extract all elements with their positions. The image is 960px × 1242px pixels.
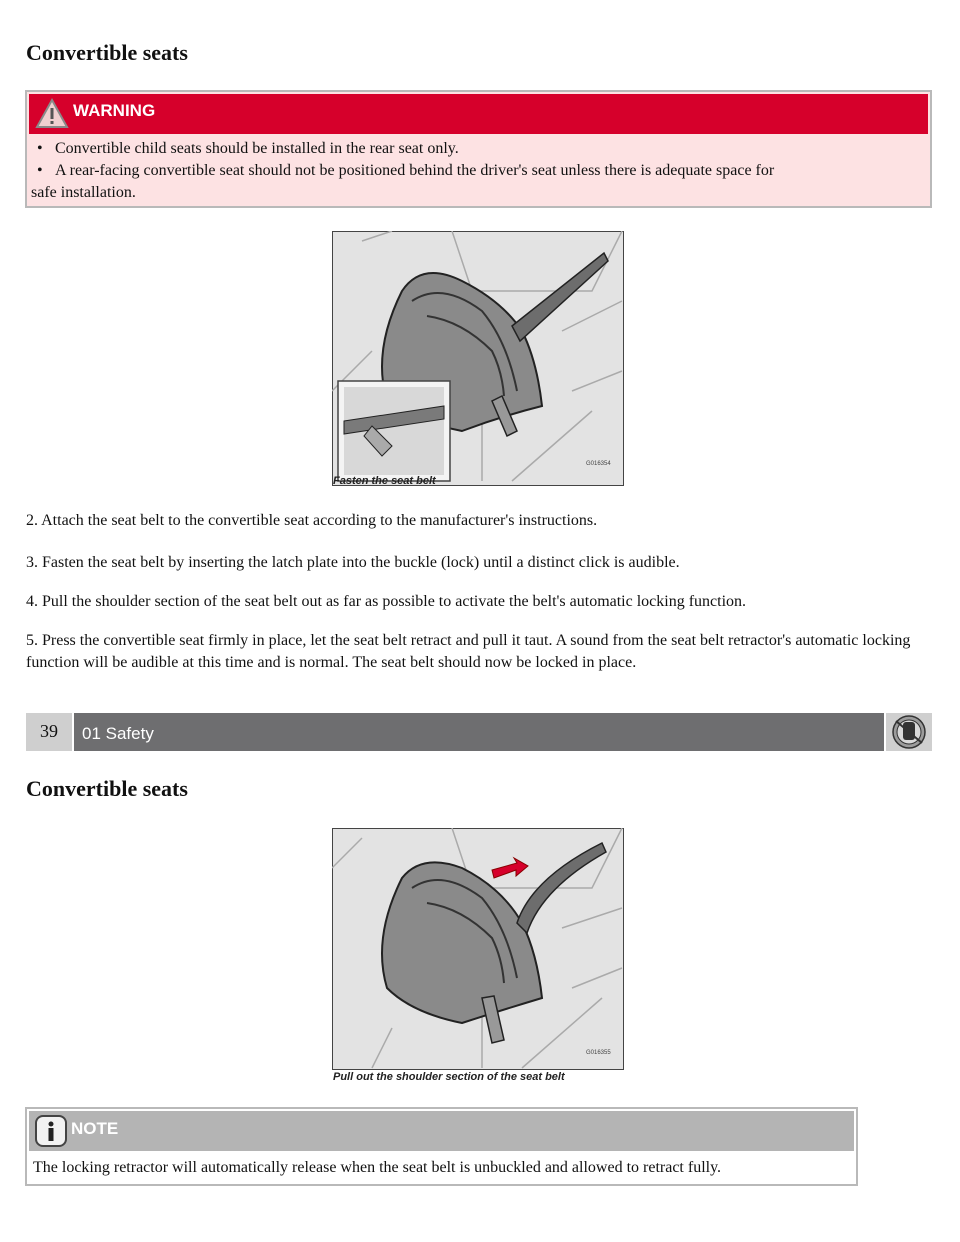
instruction-step: 3. Fasten the seat belt by inserting the latch plate into the buckle (lock) until a distinct click is audible. bbox=[26, 554, 680, 571]
warning-triangle-icon bbox=[35, 97, 69, 131]
warning-label: WARNING bbox=[73, 101, 156, 120]
child-seat-icon bbox=[886, 713, 932, 751]
seat-belt-illustration bbox=[332, 231, 624, 486]
info-icon bbox=[35, 1115, 67, 1147]
note-text: The locking retractor will automatically release when the seat belt is unbuckled and allowed to retract fully. bbox=[33, 1159, 722, 1176]
figure-pull-shoulder-belt bbox=[332, 828, 624, 1070]
note-label: NOTE bbox=[71, 1119, 119, 1138]
shoulder-belt-illustration bbox=[332, 828, 624, 1070]
section-header-bar bbox=[26, 713, 932, 751]
instruction-step: 5. Press the convertible seat firmly in place, let the seat belt retract and pull it taut. A sound from the seat belt retractor's automatic locking function will be audible at this time and is normal. The seat belt should now be locked in place. bbox=[26, 632, 911, 671]
warning-list bbox=[31, 138, 920, 204]
section-heading: Convertible seats bbox=[26, 776, 188, 801]
note-box bbox=[25, 1107, 858, 1186]
section-title: 01 Safety bbox=[74, 713, 884, 751]
figure-fasten-seat-belt bbox=[332, 231, 624, 486]
figure-caption: Pull out the shoulder section of the seat belt bbox=[333, 1071, 565, 1083]
figure-code: G016355 bbox=[586, 1050, 611, 1056]
figure-code: G016354 bbox=[586, 461, 611, 467]
section-icon-box bbox=[886, 713, 932, 751]
figure-caption: Fasten the seat belt bbox=[333, 475, 436, 487]
warning-item-continuation: safe installation. bbox=[31, 184, 136, 201]
warning-header bbox=[29, 94, 928, 134]
page-title: Convertible seats bbox=[26, 40, 188, 65]
instruction-step: 4. Pull the shoulder section of the seat belt out as far as possible to activate the belt's automatic locking function. bbox=[26, 593, 747, 610]
instruction-step: 2. Attach the seat belt to the convertible seat according to the manufacturer's instructions. bbox=[26, 512, 598, 529]
warning-item: • A rear-facing convertible seat should not be positioned behind the driver's seat unless there is adequate space for bbox=[37, 162, 775, 179]
warning-item: • Convertible child seats should be installed in the rear seat only. bbox=[37, 140, 459, 157]
page-number: 39 bbox=[26, 713, 72, 751]
note-header bbox=[29, 1111, 854, 1151]
warning-box bbox=[25, 90, 932, 208]
